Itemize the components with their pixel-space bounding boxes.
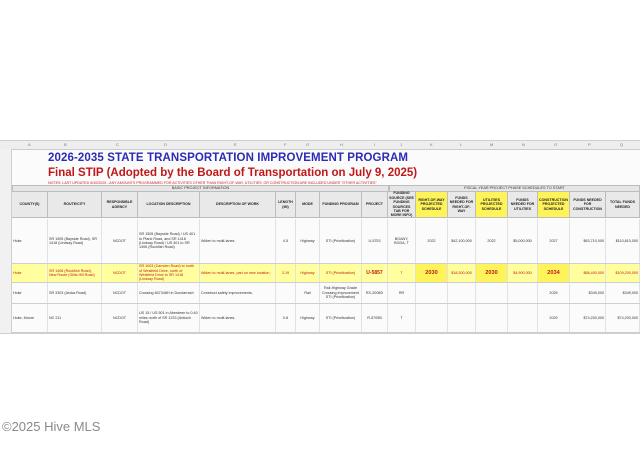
header-mode: MODE: [296, 192, 320, 218]
cell-funds-util[interactable]: [508, 283, 538, 303]
col-letter: C: [116, 142, 119, 147]
header-route: ROUTE/CITY: [48, 192, 102, 218]
cell-length[interactable]: 3.19: [276, 264, 296, 282]
cell-route[interactable]: SR 1406 (Rockfish Road), New Route (Gillis Hill Road): [48, 264, 102, 282]
cell-funds-row[interactable]: [448, 283, 476, 303]
header-funds-constr: FUNDS NEEDED FOR CONSTRUCTION: [570, 192, 606, 218]
cell-route[interactable]: SR 3303 (Aroka Road): [48, 283, 102, 303]
cell-funding-source[interactable]: T: [388, 264, 416, 282]
cell-program-group[interactable]: [320, 283, 362, 303]
cell-program[interactable]: STI (Prioritization): [320, 219, 362, 263]
header-funding-source: FUNDING SOURCE (SEE FUNDING SOURCES TAB FOR MORE INFO): [388, 192, 416, 218]
cell-funds-constr[interactable]: $63,710,000: [570, 219, 606, 263]
col-letter: E: [234, 142, 237, 147]
cell-agency[interactable]: NCDOT: [102, 283, 138, 303]
cell-project-detail: Rail-Highway Grade Crossing Improvement: [321, 286, 360, 295]
cell-funds-row[interactable]: $42,100,000: [448, 219, 476, 263]
cell-util-schedule[interactable]: [476, 304, 508, 332]
cell-util-schedule[interactable]: [476, 283, 508, 303]
header-agency: RESPONSIBLE AGENCY: [102, 192, 138, 218]
header-row-schedule: RIGHT-OF-WAY PROJECTED SCHEDULE: [416, 192, 448, 218]
cell-funds-constr[interactable]: $74,200,000: [570, 304, 606, 332]
group-fiscal: FISCAL YEAR PROJECT PHASE SCHEDULES TO START: [389, 185, 640, 192]
cell-work[interactable]: Construct safety improvements.: [200, 283, 276, 303]
col-letter: J: [400, 142, 402, 147]
cell-row-schedule[interactable]: [416, 283, 448, 303]
document-subtitle: Final STIP (Adopted by the Board of Transportation on July 9, 2025): [48, 167, 418, 179]
watermark: ©2025 Hive MLS: [2, 419, 101, 434]
header-work: DESCRIPTION OF WORK: [200, 192, 276, 218]
cell-project[interactable]: U-5753: [362, 219, 388, 263]
cell-util-schedule[interactable]: 2022: [476, 219, 508, 263]
column-header-bar: [0, 141, 640, 150]
header-length: LENGTH (MI): [276, 192, 296, 218]
cell-agency[interactable]: NCDOT: [102, 264, 138, 282]
table-row[interactable]: [12, 219, 640, 264]
cell-constr-schedule[interactable]: 2027: [538, 219, 570, 263]
col-letter: B: [64, 142, 67, 147]
cell-funds-util[interactable]: $4,900,000: [508, 264, 538, 282]
row-header-bar: [0, 149, 12, 333]
cell-county[interactable]: Hoke: [12, 283, 48, 303]
col-letter: O: [554, 142, 558, 147]
cell-constr-schedule[interactable]: 2034: [538, 264, 570, 282]
document-notes: NOTES: LAST UPDATED 6/30/2025 - ANY AMOUNTS PROGRAMMED FOR ACTIVITIES OTHER THAN RIGHT-OF-WAY, UTILITIES, OR CONSTRUCTION ARE INCLUDED UNDER "OTHER ACTIVITIES": [48, 181, 377, 185]
cell-location[interactable]: Crossing 847348H in Dundarrach: [138, 283, 200, 303]
table-row[interactable]: [12, 283, 640, 304]
col-letter: D: [164, 142, 167, 147]
header-county: COUNTY(S): [12, 192, 48, 218]
cell-route[interactable]: NC 211: [48, 304, 102, 332]
cell-agency[interactable]: NCDOT: [102, 219, 138, 263]
cell-mode[interactable]: Highway: [296, 264, 320, 282]
cell-row-schedule[interactable]: 2030: [416, 264, 448, 282]
cell-funds-constr[interactable]: $86,400,000: [570, 264, 606, 282]
cell-mode[interactable]: Rail: [296, 283, 320, 303]
group-basic-info: BASIC PROJECT INFORMATION: [12, 185, 389, 192]
cell-agency[interactable]: NCDOT: [102, 304, 138, 332]
table-row-highlighted[interactable]: [12, 264, 640, 283]
cell-mode[interactable]: Highway: [296, 304, 320, 332]
cell-funding-source[interactable]: BGANY, BGDA, T: [388, 219, 416, 263]
col-letter: Q: [620, 142, 624, 147]
cell-total[interactable]: $109,200,000: [606, 264, 640, 282]
cell-project[interactable]: RX-2008D: [362, 283, 388, 303]
cell-route[interactable]: SR 1505 (Bayside Road), SR 1418 (Lindsay Road): [48, 219, 102, 263]
col-letter: M: [490, 142, 494, 147]
cell-work[interactable]: Widen to multi-lanes, part on new location.: [200, 264, 276, 282]
col-letter: H: [340, 142, 343, 147]
cell-funds-util[interactable]: $5,000,000: [508, 219, 538, 263]
cell-constr-schedule[interactable]: 2025: [538, 283, 570, 303]
cell-project[interactable]: U-5857: [362, 264, 388, 282]
cell-total[interactable]: $110,810,000: [606, 219, 640, 263]
col-letter: P: [588, 142, 591, 147]
cell-work[interactable]: Widen to multi-lanes.: [200, 304, 276, 332]
cell-location[interactable]: SR 1003 (Camden Road) to north of Westfield Drive, north of Westfield Drive to SR 1418 (Lindsay Road): [138, 264, 200, 282]
cell-funds-row[interactable]: $18,300,000: [448, 264, 476, 282]
cell-total[interactable]: $349,000: [606, 283, 640, 303]
cell-county[interactable]: Hoke: [12, 264, 48, 282]
cell-funds-row[interactable]: [448, 304, 476, 332]
header-util-schedule: UTILITIES PROJECTED SCHEDULE: [476, 192, 508, 218]
cell-total[interactable]: $74,200,000: [606, 304, 640, 332]
header-location: LOCATION DESCRIPTION: [138, 192, 200, 218]
cell-program: STI (Prioritization): [325, 295, 356, 300]
header-funds-row: FUNDS NEEDED FOR RIGHT-OF-WAY: [448, 192, 476, 218]
col-letter: A: [28, 142, 31, 147]
cell-length[interactable]: 4.5: [276, 219, 296, 263]
col-letter: I: [374, 142, 376, 147]
header-project: PROJECT: [362, 192, 388, 218]
col-letter: K: [430, 142, 433, 147]
cell-program[interactable]: STI (Prioritization): [320, 304, 362, 332]
cell-funding-source[interactable]: RR: [388, 283, 416, 303]
cell-util-schedule[interactable]: 2030: [476, 264, 508, 282]
cell-county[interactable]: Hoke, Moore: [12, 304, 48, 332]
cell-funds-util[interactable]: [508, 304, 538, 332]
cell-county[interactable]: Hoke: [12, 219, 48, 263]
col-letter: F: [284, 142, 287, 147]
col-letter: L: [460, 142, 463, 147]
cell-row-schedule[interactable]: 2022: [416, 219, 448, 263]
cell-funding-source[interactable]: T: [388, 304, 416, 332]
cell-location[interactable]: SR 1505 (Bayside Road) / US 401 to Plank Road, and SR 1418 (Lindsay Road) / US 401 to SR 1406 (Rockfish Road): [138, 219, 200, 263]
header-constr-schedule: CONSTRUCTION PROJECTED SCHEDULE: [538, 192, 570, 218]
cell-constr-schedule[interactable]: 2029: [538, 304, 570, 332]
cell-program[interactable]: STI (Prioritization): [320, 264, 362, 282]
cell-project[interactable]: R-5705B: [362, 304, 388, 332]
header-total: TOTAL FUNDS NEEDED: [606, 192, 640, 218]
cell-funds-constr[interactable]: $349,000: [570, 283, 606, 303]
cell-mode[interactable]: Highway: [296, 219, 320, 263]
header-funds-util: FUNDS NEEDED FOR UTILITIES: [508, 192, 538, 218]
cell-row-schedule[interactable]: [416, 304, 448, 332]
cell-length[interactable]: [276, 283, 296, 303]
header-program: FUNDING PROGRAM: [320, 192, 362, 218]
cell-location[interactable]: US 15 / US 501 in Aberdeen to 0.40 miles north of SR 1233 (Antioch Road): [138, 304, 200, 332]
table-row[interactable]: [12, 304, 640, 333]
document-title: 2026-2035 STATE TRANSPORTATION IMPROVEMENT PROGRAM: [48, 152, 409, 164]
cell-length[interactable]: 0.8: [276, 304, 296, 332]
spreadsheet: [0, 140, 640, 334]
col-letter: N: [522, 142, 525, 147]
col-letter: G: [306, 142, 310, 147]
cell-work[interactable]: Widen to multi-lanes.: [200, 219, 276, 263]
